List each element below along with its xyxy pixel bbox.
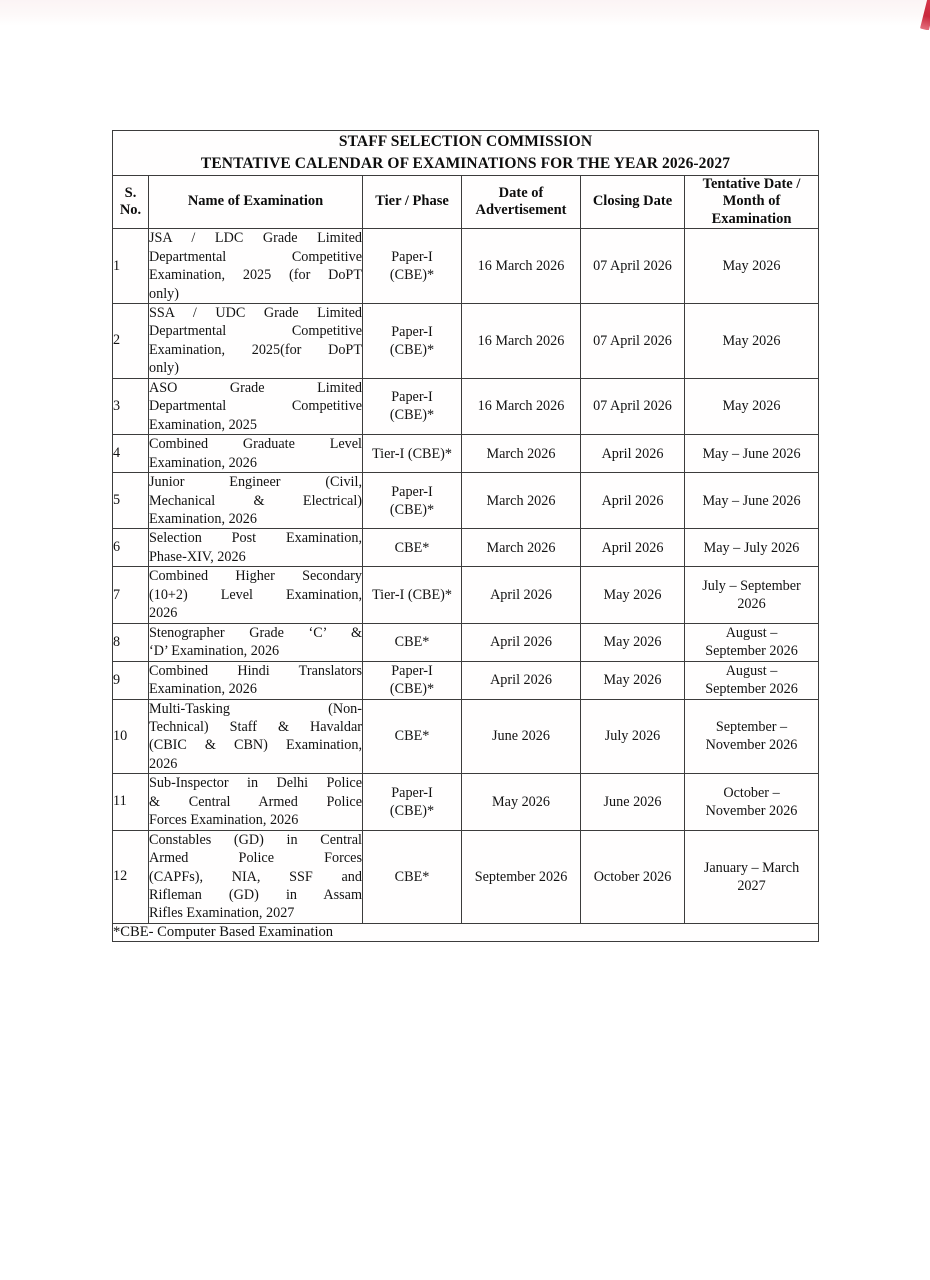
cell-serial-number: 9	[113, 661, 149, 699]
tier-phase-line: Paper-I	[391, 784, 433, 801]
cell-tier-phase	[363, 830, 462, 923]
table-row	[113, 661, 819, 699]
cell-serial-number: 10	[113, 699, 149, 774]
column-header-serial-number	[113, 176, 149, 229]
column-header-exam-date	[685, 176, 819, 229]
exam-name-line: Examination, 2025	[149, 416, 257, 433]
tier-phase-line: CBE*	[394, 868, 430, 885]
cell-advertisement-date: May 2026	[462, 774, 581, 830]
table-footer	[113, 923, 819, 941]
exam-name-line: only)	[149, 285, 179, 302]
cell-closing-date: 07 April 2026	[581, 229, 685, 304]
cell-exam-name	[149, 661, 363, 699]
cell-closing-date: May 2026	[581, 661, 685, 699]
exam-name-line: Rifles Examination, 2027	[149, 905, 295, 922]
cell-exam-date	[685, 378, 819, 434]
exam-calendar-container	[112, 130, 818, 942]
tier-phase-line: (CBE)*	[389, 681, 435, 698]
table-body	[113, 229, 819, 924]
cell-exam-name	[149, 774, 363, 830]
exam-calendar-table	[112, 130, 819, 942]
exam-name-line: only)	[149, 360, 179, 377]
cell-advertisement-date: April 2026	[462, 661, 581, 699]
cell-exam-date	[685, 830, 819, 923]
exam-name-line: Junior Engineer (Civil,	[149, 474, 362, 491]
cell-exam-date	[685, 229, 819, 304]
cell-serial-number: 1	[113, 229, 149, 304]
exam-date-line: September 2026	[705, 643, 798, 660]
tier-phase-line: Paper-I	[391, 248, 433, 265]
exam-name-line: Departmental Competitive	[149, 248, 362, 265]
exam-date-line: May 2026	[722, 398, 781, 415]
exam-name-line: Examination, 2025(for DoPT	[149, 341, 362, 358]
column-header-advertisement-date	[462, 176, 581, 229]
cell-tier-phase	[363, 661, 462, 699]
exam-date-line: September –	[715, 719, 788, 736]
exam-date-line: August –	[725, 662, 778, 679]
cell-exam-name	[149, 303, 363, 378]
cell-serial-number: 2	[113, 303, 149, 378]
exam-date-line: May – June 2026	[702, 445, 801, 462]
cell-serial-number: 4	[113, 435, 149, 473]
exam-name-line: Departmental Competitive	[149, 398, 362, 415]
cell-advertisement-date: June 2026	[462, 699, 581, 774]
table-row	[113, 303, 819, 378]
cell-advertisement-date: 16 March 2026	[462, 229, 581, 304]
table-header	[113, 131, 819, 229]
serial-header-line-2: No.	[119, 202, 142, 219]
exam-name-line: Mechanical & Electrical)	[149, 492, 362, 509]
cell-exam-date	[685, 435, 819, 473]
exam-name-line: Combined Hindi Translators	[149, 662, 362, 679]
tier-phase-line: (CBE)*	[389, 501, 435, 518]
cell-closing-date: April 2026	[581, 529, 685, 567]
column-header-row	[113, 176, 819, 229]
table-row	[113, 567, 819, 623]
cell-serial-number: 11	[113, 774, 149, 830]
cell-closing-date: June 2026	[581, 774, 685, 830]
column-header-closing-date: Closing Date	[581, 176, 685, 229]
exam-name-line: ‘D’ Examination, 2026	[149, 643, 280, 660]
cell-exam-name	[149, 435, 363, 473]
cell-exam-name	[149, 473, 363, 529]
serial-header-line-1: S.	[124, 184, 137, 201]
exam-name-line: (CAPFs), NIA, SSF and	[149, 868, 362, 885]
exam-date-line: May – July 2026	[703, 539, 800, 556]
cell-advertisement-date: March 2026	[462, 435, 581, 473]
cell-exam-name	[149, 567, 363, 623]
cell-tier-phase	[363, 774, 462, 830]
cell-closing-date: April 2026	[581, 435, 685, 473]
cell-closing-date: 07 April 2026	[581, 378, 685, 434]
exam-name-line: Armed Police Forces	[149, 850, 362, 867]
cell-tier-phase	[363, 567, 462, 623]
column-header-tier-phase: Tier / Phase	[363, 176, 462, 229]
title-line-2: TENTATIVE CALENDAR OF EXAMINATIONS FOR THE YEAR 2026-2027	[200, 155, 731, 172]
cell-closing-date: July 2026	[581, 699, 685, 774]
tier-phase-line: (CBE)*	[389, 267, 435, 284]
title-row	[113, 131, 819, 176]
exam-date-line: January – March	[703, 859, 800, 876]
exam-name-line: ASO Grade Limited	[149, 379, 362, 396]
cell-closing-date: May 2026	[581, 623, 685, 661]
cell-closing-date: 07 April 2026	[581, 303, 685, 378]
footnote-row	[113, 923, 819, 941]
cell-exam-name	[149, 229, 363, 304]
exam-date-line: August –	[725, 624, 778, 641]
cell-tier-phase	[363, 303, 462, 378]
exam-name-line: Sub-Inspector in Delhi Police	[149, 775, 362, 792]
exam-name-line: Examination, 2026	[149, 681, 257, 698]
exam-name-line: Stenographer Grade ‘C’ &	[149, 624, 362, 641]
exam-name-line: Examination, 2026	[149, 454, 257, 471]
table-row	[113, 699, 819, 774]
exam-name-line: Technical) Staff & Havaldar	[149, 718, 362, 735]
cell-exam-date	[685, 303, 819, 378]
exam-date-line: September 2026	[705, 681, 798, 698]
cell-exam-date	[685, 529, 819, 567]
tier-phase-line: (CBE)*	[389, 407, 435, 424]
exam-name-line: JSA / LDC Grade Limited	[149, 230, 362, 247]
cell-serial-number: 6	[113, 529, 149, 567]
exam-date-line: 2026	[737, 596, 766, 612]
advertisement-header-line-2: Advertisement	[475, 202, 567, 219]
tier-phase-line: CBE*	[394, 539, 430, 556]
exam-date-line: 2027	[737, 877, 766, 894]
cell-exam-date	[685, 623, 819, 661]
exam-header-line-1: Tentative Date /	[702, 176, 801, 192]
exam-date-line: July – September	[702, 577, 801, 594]
cell-advertisement-date: September 2026	[462, 830, 581, 923]
cell-exam-name	[149, 378, 363, 434]
exam-name-line: 2026	[149, 605, 178, 622]
cell-exam-date	[685, 473, 819, 529]
cell-advertisement-date: April 2026	[462, 567, 581, 623]
cell-tier-phase	[363, 699, 462, 774]
tier-phase-line: Paper-I	[391, 323, 433, 340]
tier-phase-line: Paper-I	[391, 662, 433, 679]
exam-name-line: Combined Higher Secondary	[149, 568, 362, 585]
footnote-text: *CBE- Computer Based Examination	[113, 923, 819, 941]
cell-advertisement-date: March 2026	[462, 529, 581, 567]
table-row	[113, 473, 819, 529]
cell-exam-name	[149, 830, 363, 923]
exam-name-line: Constables (GD) in Central	[149, 831, 362, 848]
exam-date-line: November 2026	[705, 802, 798, 819]
table-row	[113, 830, 819, 923]
exam-name-line: Phase-XIV, 2026	[149, 548, 246, 565]
cell-advertisement-date: 16 March 2026	[462, 378, 581, 434]
exam-name-line: (10+2) Level Examination,	[149, 586, 362, 603]
table-row	[113, 435, 819, 473]
tier-phase-line: CBE*	[394, 634, 430, 651]
cell-advertisement-date: March 2026	[462, 473, 581, 529]
exam-name-line: Rifleman (GD) in Assam	[149, 887, 362, 904]
exam-name-line: Forces Examination, 2026	[149, 812, 299, 829]
exam-name-line: 2026	[149, 755, 178, 772]
cell-serial-number: 12	[113, 830, 149, 923]
exam-name-line: (CBIC & CBN) Examination,	[149, 737, 362, 754]
cell-serial-number: 5	[113, 473, 149, 529]
tier-phase-line: (CBE)*	[389, 341, 435, 358]
cell-exam-date	[685, 661, 819, 699]
exam-date-line: October –	[723, 784, 780, 801]
cell-closing-date: May 2026	[581, 567, 685, 623]
tier-phase-line: CBE*	[394, 728, 430, 745]
table-row	[113, 229, 819, 304]
exam-header-line-3: Examination	[711, 210, 792, 227]
cell-exam-date	[685, 699, 819, 774]
tier-phase-line: (CBE)*	[389, 802, 435, 819]
cell-tier-phase	[363, 229, 462, 304]
tier-phase-line: Tier-I (CBE)*	[372, 586, 452, 603]
cell-serial-number: 3	[113, 378, 149, 434]
exam-date-line: May – June 2026	[702, 492, 801, 509]
exam-name-line: Examination, 2025 (for DoPT	[149, 267, 362, 284]
cell-tier-phase	[363, 378, 462, 434]
exam-date-line: May 2026	[722, 257, 781, 274]
cell-tier-phase	[363, 623, 462, 661]
exam-name-line: SSA / UDC Grade Limited	[149, 304, 362, 321]
exam-name-line: Combined Graduate Level	[149, 436, 362, 453]
table-row	[113, 623, 819, 661]
cell-closing-date: October 2026	[581, 830, 685, 923]
table-row	[113, 378, 819, 434]
cell-exam-name	[149, 623, 363, 661]
table-row	[113, 774, 819, 830]
exam-date-line: May 2026	[722, 332, 781, 349]
exam-name-line: & Central Armed Police	[149, 793, 362, 810]
cell-tier-phase	[363, 529, 462, 567]
exam-name-line: Examination, 2026	[149, 510, 257, 527]
cell-serial-number: 8	[113, 623, 149, 661]
cell-exam-date	[685, 774, 819, 830]
column-header-name: Name of Examination	[149, 176, 363, 229]
cell-exam-name	[149, 529, 363, 567]
cell-exam-name	[149, 699, 363, 774]
cell-closing-date: April 2026	[581, 473, 685, 529]
cell-tier-phase	[363, 435, 462, 473]
tier-phase-line: Tier-I (CBE)*	[372, 445, 452, 462]
cell-serial-number: 7	[113, 567, 149, 623]
tier-phase-line: Paper-I	[391, 389, 433, 406]
document-title-cell	[113, 131, 819, 176]
table-row	[113, 529, 819, 567]
cell-tier-phase	[363, 473, 462, 529]
exam-name-line: Departmental Competitive	[149, 323, 362, 340]
exam-name-line: Selection Post Examination,	[149, 530, 362, 547]
cell-advertisement-date: 16 March 2026	[462, 303, 581, 378]
exam-name-line: Multi-Tasking (Non-	[149, 700, 362, 717]
title-line-1: STAFF SELECTION COMMISSION	[338, 133, 593, 150]
tier-phase-line: Paper-I	[391, 483, 433, 500]
exam-header-line-2: Month of	[722, 193, 781, 210]
cell-exam-date	[685, 567, 819, 623]
exam-date-line: November 2026	[705, 737, 798, 754]
advertisement-header-line-1: Date of	[498, 184, 544, 201]
cell-advertisement-date: April 2026	[462, 623, 581, 661]
